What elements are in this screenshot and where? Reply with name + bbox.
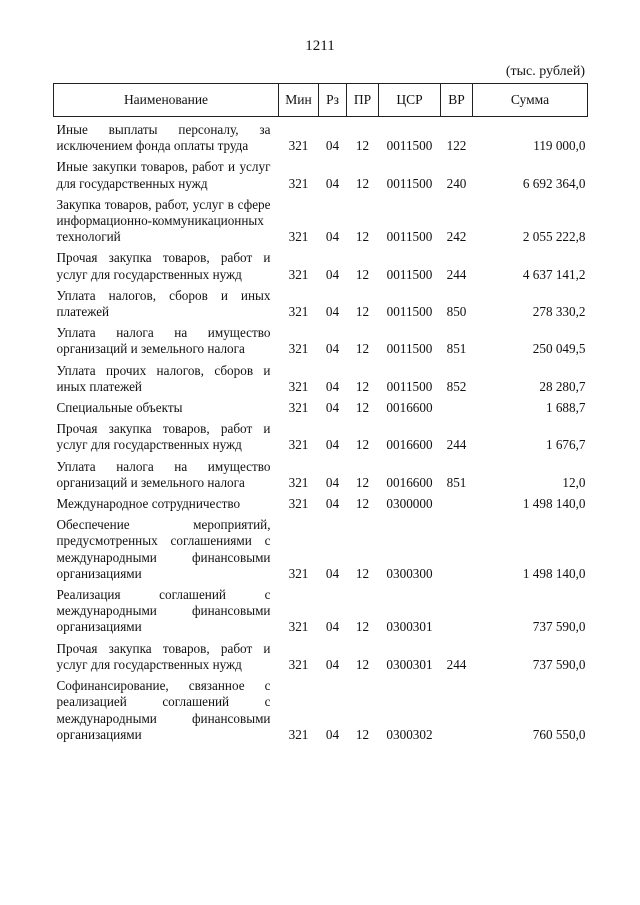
- cell-sum: 12,0: [562, 474, 586, 490]
- cell-name: Прочая закупка товаров, работ и услуг для государственных нужд: [56, 640, 271, 672]
- cell-sum: 28 280,7: [539, 378, 586, 394]
- cell-csr: 0011500: [386, 304, 433, 320]
- cell-csr: 0300302: [386, 726, 433, 742]
- cell-pr: 12: [355, 378, 370, 394]
- table-row: [54, 416, 588, 453]
- cell-vr: 240: [446, 175, 467, 191]
- cell-pr: 12: [355, 726, 370, 742]
- cell-sum: 250 049,5: [532, 341, 586, 357]
- table-row: [54, 358, 588, 395]
- table-row: [54, 395, 588, 416]
- cell-vr: 851: [446, 341, 467, 357]
- cell-rz: 04: [325, 138, 340, 154]
- cell-name: Обеспечение мероприятий, предусмотренных соглашениями с международными финансовыми организациями: [56, 517, 271, 581]
- cell-csr: 0011500: [386, 175, 433, 191]
- cell-csr: 0016600: [386, 437, 433, 453]
- cell-rz: 04: [325, 565, 340, 581]
- cell-pr: 12: [355, 437, 370, 453]
- cell-name: Софинансирование, связанное с реализацией соглашений с международными финансовыми организациями: [56, 678, 271, 742]
- table-row: [54, 454, 588, 491]
- cell-min: 321: [288, 266, 309, 282]
- cell-rz: 04: [325, 496, 340, 512]
- table-row: [54, 491, 588, 512]
- col-header-pr: ПР: [347, 84, 379, 117]
- cell-name: Уплата прочих налогов, сборов и иных платежей: [56, 362, 271, 394]
- cell-min: 321: [288, 304, 309, 320]
- cell-pr: 12: [355, 138, 370, 154]
- cell-vr: [441, 512, 473, 582]
- cell-min: 321: [288, 341, 309, 357]
- cell-csr: 0011500: [386, 138, 433, 154]
- cell-name: Закупка товаров, работ, услуг в сфере информационно-коммуникационных технологий: [56, 196, 271, 245]
- cell-pr: 12: [355, 304, 370, 320]
- cell-csr: 0011500: [386, 229, 433, 245]
- col-header-vr: ВР: [441, 84, 473, 117]
- cell-vr: 244: [446, 437, 467, 453]
- cell-min: 321: [288, 175, 309, 191]
- table-row: [54, 154, 588, 191]
- cell-min: 321: [288, 400, 309, 416]
- cell-name: Специальные объекты: [56, 400, 183, 416]
- cell-name: Уплата налога на имущество организаций и земельного налога: [56, 458, 271, 490]
- table-row: [54, 673, 588, 743]
- cell-pr: 12: [355, 496, 370, 512]
- cell-pr: 12: [355, 266, 370, 282]
- col-header-min: Мин: [279, 84, 319, 117]
- cell-name: Международное сотрудничество: [56, 496, 241, 512]
- cell-sum: 737 590,0: [532, 656, 586, 672]
- cell-rz: 04: [325, 400, 340, 416]
- cell-rz: 04: [325, 175, 340, 191]
- cell-sum: 1 676,7: [545, 437, 586, 453]
- table-row: [54, 192, 588, 246]
- cell-rz: 04: [325, 437, 340, 453]
- table-row: [54, 245, 588, 282]
- units-note: (тыс. рублей): [505, 64, 585, 79]
- cell-vr: 852: [446, 378, 467, 394]
- cell-min: 321: [288, 656, 309, 672]
- cell-min: 321: [288, 565, 309, 581]
- cell-csr: 0300000: [386, 496, 433, 512]
- cell-vr: 851: [446, 474, 467, 490]
- table-row: [54, 117, 588, 155]
- cell-csr: 0016600: [386, 474, 433, 490]
- cell-min: 321: [288, 378, 309, 394]
- cell-name: Реализация соглашений с международными финансовыми организациями: [56, 587, 271, 635]
- table-row: [54, 320, 588, 357]
- cell-csr: 0300301: [386, 656, 433, 672]
- cell-csr: 0011500: [386, 378, 433, 394]
- col-header-name: Наименование: [54, 84, 279, 117]
- cell-rz: 04: [325, 619, 340, 635]
- cell-vr: [441, 582, 473, 636]
- cell-min: 321: [288, 496, 309, 512]
- cell-pr: 12: [355, 229, 370, 245]
- cell-csr: 0016600: [386, 400, 433, 416]
- cell-rz: 04: [325, 656, 340, 672]
- cell-min: 321: [288, 619, 309, 635]
- cell-pr: 12: [355, 474, 370, 490]
- cell-min: 321: [288, 229, 309, 245]
- cell-sum: 278 330,2: [532, 304, 586, 320]
- col-header-sum: Сумма: [473, 84, 588, 117]
- cell-csr: 0300300: [386, 565, 433, 581]
- cell-vr: 122: [446, 138, 467, 154]
- cell-name: Уплата налогов, сборов и иных платежей: [56, 287, 271, 320]
- cell-vr: [441, 673, 473, 743]
- cell-name: Уплата налога на имущество организаций и земельного налога: [56, 325, 271, 357]
- page-number: 1211: [305, 38, 335, 54]
- cell-csr: 0011500: [386, 266, 433, 282]
- cell-csr: 0011500: [386, 341, 433, 357]
- cell-min: 321: [288, 726, 309, 742]
- cell-sum: 2 055 222,8: [522, 229, 586, 245]
- cell-rz: 04: [325, 341, 340, 357]
- cell-vr: 242: [446, 229, 467, 245]
- cell-pr: 12: [355, 400, 370, 416]
- cell-sum: 1 688,7: [545, 400, 586, 416]
- cell-pr: 12: [355, 175, 370, 191]
- cell-pr: 12: [355, 565, 370, 581]
- cell-sum: 760 550,0: [532, 726, 586, 742]
- cell-min: 321: [288, 474, 309, 490]
- cell-rz: 04: [325, 726, 340, 742]
- cell-rz: 04: [325, 229, 340, 245]
- cell-min: 321: [288, 437, 309, 453]
- cell-min: 321: [288, 138, 309, 154]
- cell-rz: 04: [325, 474, 340, 490]
- budget-table: [53, 83, 588, 743]
- cell-vr: [441, 491, 473, 512]
- cell-pr: 12: [355, 619, 370, 635]
- cell-sum: 737 590,0: [532, 619, 586, 635]
- table-header-row: [54, 84, 588, 117]
- table-row: [54, 636, 588, 673]
- cell-vr: 244: [446, 656, 467, 672]
- cell-rz: 04: [325, 266, 340, 282]
- cell-sum: 1 498 140,0: [522, 496, 586, 512]
- table-body: [54, 117, 588, 743]
- cell-rz: 04: [325, 304, 340, 320]
- cell-rz: 04: [325, 378, 340, 394]
- col-header-rz: Рз: [319, 84, 347, 117]
- cell-name: Прочая закупка товаров, работ и услуг для государственных нужд: [56, 421, 271, 453]
- cell-pr: 12: [355, 656, 370, 672]
- cell-name: Иные закупки товаров, работ и услуг для государственных нужд: [56, 159, 271, 191]
- cell-name: Прочая закупка товаров, работ и услуг для государственных нужд: [56, 250, 271, 282]
- table-row: [54, 582, 588, 636]
- cell-csr: 0300301: [386, 619, 433, 635]
- col-header-csr: ЦСР: [379, 84, 441, 117]
- cell-sum: 6 692 364,0: [522, 175, 586, 191]
- cell-vr: 850: [446, 304, 467, 320]
- cell-vr: [441, 395, 473, 416]
- cell-vr: 244: [446, 266, 467, 282]
- table-row: [54, 283, 588, 320]
- cell-pr: 12: [355, 341, 370, 357]
- cell-sum: 119 000,0: [533, 138, 586, 154]
- cell-sum: 1 498 140,0: [522, 565, 586, 581]
- cell-sum: 4 637 141,2: [522, 266, 586, 282]
- cell-name: Иные выплаты персоналу, за исключением фонда оплаты труда: [56, 122, 271, 154]
- table-row: [54, 512, 588, 582]
